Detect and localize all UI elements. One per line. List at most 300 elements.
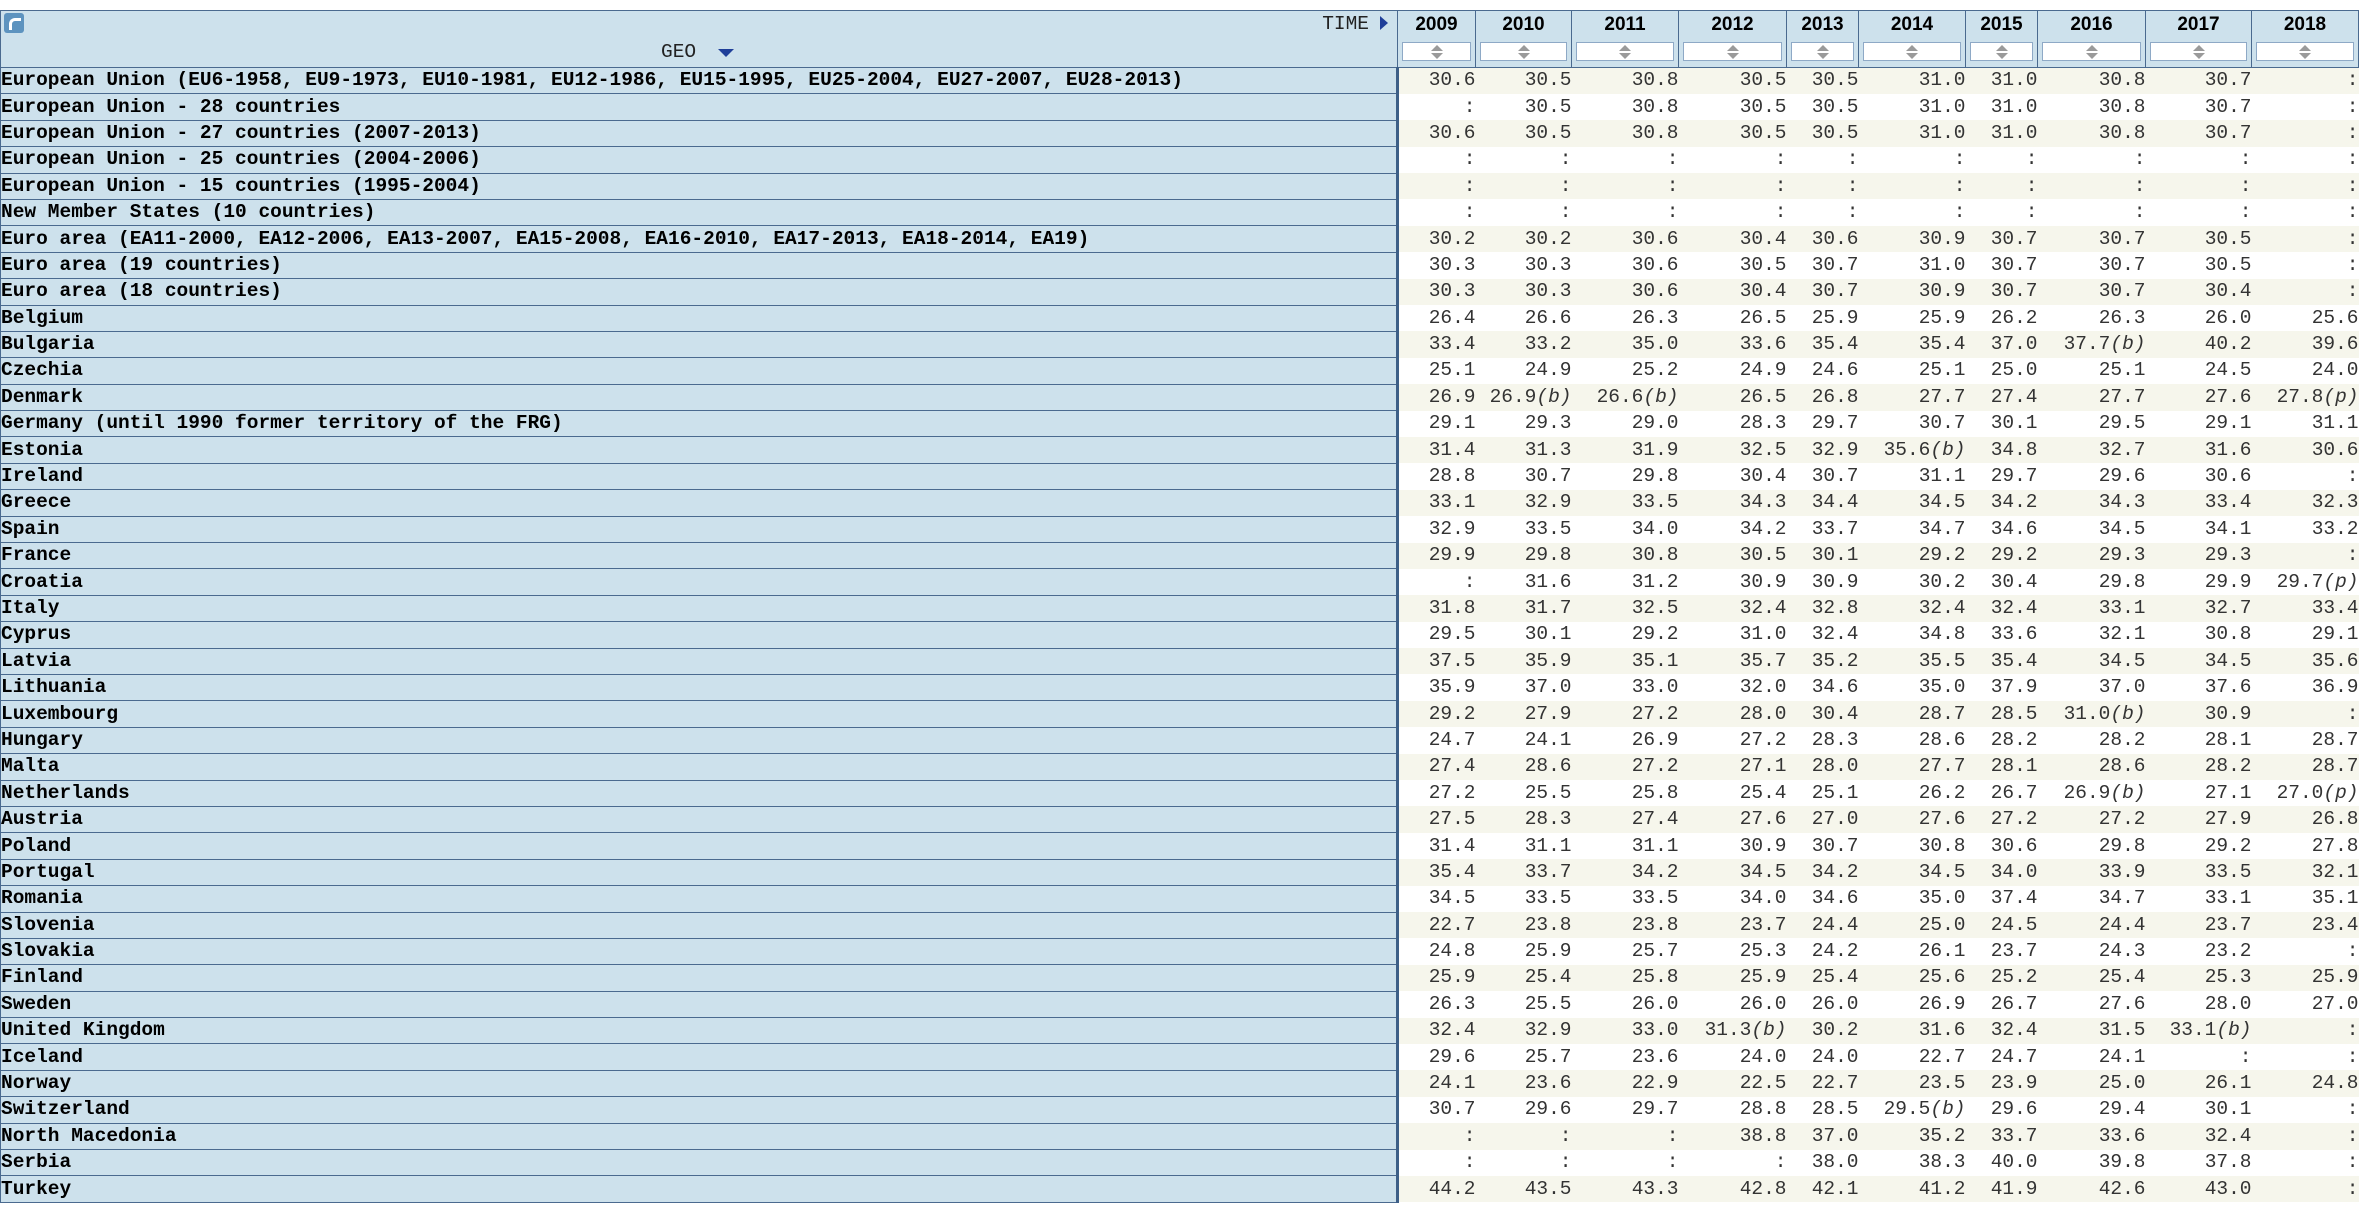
value-flag: (p)	[2323, 570, 2359, 593]
value-cell: 34.0	[1966, 859, 2038, 885]
value-cell: 29.8	[2038, 833, 2146, 859]
value-cell: 32.5	[1679, 437, 1787, 463]
table-row	[1, 1097, 2359, 1123]
value-cell: 33.7	[1787, 516, 1859, 542]
value-cell: 30.7	[1966, 226, 2038, 252]
geo-label-cell[interactable]: Austria	[1, 806, 1398, 832]
value-cell: 22.7	[1859, 1044, 1966, 1070]
value-cell: 44.2	[1398, 1176, 1476, 1202]
table-row	[1, 1176, 2359, 1202]
value-cell: 28.7	[1859, 701, 1966, 727]
value-cell: 26.9	[1398, 384, 1476, 410]
value-cell: 31.4	[1398, 437, 1476, 463]
table-row	[1, 120, 2359, 146]
value-cell: 30.8	[1859, 833, 1966, 859]
value-cell: 39.6	[2252, 331, 2359, 357]
geo-label-cell[interactable]: Ireland	[1, 463, 1398, 489]
value-cell: 29.8	[2038, 569, 2146, 595]
value-cell: 24.7	[1398, 727, 1476, 753]
triangle-down-icon[interactable]	[718, 49, 734, 57]
value-cell: 23.4	[2252, 912, 2359, 938]
geo-label-cell[interactable]: Malta	[1, 754, 1398, 780]
value-cell: :	[2252, 701, 2359, 727]
value-cell: 28.8	[1398, 463, 1476, 489]
geo-label-cell[interactable]: Denmark	[1, 384, 1398, 410]
value-cell: 33.5	[1476, 516, 1572, 542]
value-cell: 28.0	[1787, 754, 1859, 780]
table-row	[1, 674, 2359, 700]
value-cell: 26.1	[1859, 938, 1966, 964]
value-cell: :	[2252, 543, 2359, 569]
table-row	[1, 490, 2359, 516]
table-row	[1, 279, 2359, 305]
sort-updown-icon[interactable]	[1402, 42, 1471, 61]
value-cell: 37.5	[1398, 648, 1476, 674]
value-cell: 27.0(p)	[2252, 780, 2359, 806]
value-cell: 33.2	[1476, 331, 1572, 357]
value-cell: 30.7	[1859, 411, 1966, 437]
value-cell: 24.2	[1787, 938, 1859, 964]
value-cell: 30.8	[1572, 543, 1679, 569]
value-cell: 26.1	[2146, 1070, 2252, 1096]
value-cell: 33.1(b)	[2146, 1018, 2252, 1044]
value-cell: 24.1	[1398, 1070, 1476, 1096]
value-cell: 32.7	[2146, 595, 2252, 621]
geo-label-cell[interactable]: Portugal	[1, 859, 1398, 885]
value-cell: 31.0	[1966, 120, 2038, 146]
value-cell: :	[2252, 94, 2359, 120]
value-cell: :	[2252, 120, 2359, 146]
value-cell: 31.0	[1679, 622, 1787, 648]
value-cell: 35.2	[1787, 648, 1859, 674]
value-cell: 28.7	[2252, 727, 2359, 753]
value-cell: 33.7	[1966, 1123, 2038, 1149]
value-cell: 30.4	[1787, 701, 1859, 727]
table-row	[1, 833, 2359, 859]
sort-cell	[1679, 38, 1787, 68]
value-cell: 29.6	[1398, 1044, 1476, 1070]
geo-label-cell[interactable]: Lithuania	[1, 674, 1398, 700]
geo-label-cell[interactable]: North Macedonia	[1, 1123, 1398, 1149]
value-cell: 30.9	[1679, 569, 1787, 595]
geo-label-cell[interactable]: Finland	[1, 965, 1398, 991]
value-cell: 43.5	[1476, 1176, 1572, 1202]
value-cell: 27.4	[1572, 806, 1679, 832]
value-cell: 24.0	[1679, 1044, 1787, 1070]
value-cell: :	[1966, 173, 2038, 199]
geo-label-cell[interactable]: Euro area (EA11-2000, EA12-2006, EA13-2007, EA15-2008, EA16-2010, EA17-2013, EA18-2014, EA19)	[1, 226, 1398, 252]
value-flag: (b)	[2110, 333, 2146, 356]
value-cell: :	[1679, 173, 1787, 199]
value-cell: 30.6	[1572, 279, 1679, 305]
value-cell: 27.2	[1398, 780, 1476, 806]
value-cell: 30.7	[2038, 226, 2146, 252]
geo-label-cell[interactable]: Euro area (18 countries)	[1, 279, 1398, 305]
value-cell: 31.0	[1859, 120, 1966, 146]
value-cell: 29.8	[1572, 463, 1679, 489]
value-cell: 30.9	[2146, 701, 2252, 727]
value-cell: 34.8	[1966, 437, 2038, 463]
table-row	[1, 463, 2359, 489]
value-cell: 32.5	[1572, 595, 1679, 621]
value-cell: 31.9	[1572, 437, 1679, 463]
value-cell: 34.3	[1679, 490, 1787, 516]
value-cell: 30.5	[2146, 252, 2252, 278]
value-cell: 23.7	[2146, 912, 2252, 938]
table-row	[1, 886, 2359, 912]
value-cell: 26.3	[1398, 991, 1476, 1017]
geo-label-cell[interactable]: Euro area (19 countries)	[1, 252, 1398, 278]
value-cell: 26.8	[1787, 384, 1859, 410]
value-cell: 33.7	[1476, 859, 1572, 885]
sort-cell	[2252, 38, 2359, 68]
value-cell: 26.2	[1859, 780, 1966, 806]
value-cell: 28.5	[1787, 1097, 1859, 1123]
value-cell: 25.9	[1787, 305, 1859, 331]
triangle-right-icon[interactable]	[1380, 16, 1388, 30]
value-cell: 33.5	[2146, 859, 2252, 885]
sort-updown-icon[interactable]	[2256, 42, 2354, 61]
value-cell: 24.3	[2038, 938, 2146, 964]
value-cell: 24.9	[1476, 358, 1572, 384]
table-icon[interactable]	[4, 13, 24, 33]
geo-label-cell[interactable]: United Kingdom	[1, 1018, 1398, 1044]
value-cell: 34.8	[1859, 622, 1966, 648]
value-cell: 32.4	[1966, 595, 2038, 621]
value-cell: 34.7	[2038, 886, 2146, 912]
value-cell: 33.4	[2146, 490, 2252, 516]
value-cell: 33.1	[2038, 595, 2146, 621]
geo-label-cell[interactable]: Slovakia	[1, 938, 1398, 964]
value-cell: :	[1966, 199, 2038, 225]
value-cell: :	[2252, 68, 2359, 94]
geo-label-cell[interactable]: Iceland	[1, 1044, 1398, 1070]
value-cell: 31.1	[1476, 833, 1572, 859]
value-cell: 30.8	[1572, 120, 1679, 146]
value-cell: 32.4	[1787, 622, 1859, 648]
value-cell: 39.8	[2038, 1150, 2146, 1176]
value-cell: 22.9	[1572, 1070, 1679, 1096]
sort-cell	[1476, 38, 1572, 68]
value-cell: 30.9	[1679, 833, 1787, 859]
value-cell: 31.4	[1398, 833, 1476, 859]
value-cell: 23.2	[2146, 938, 2252, 964]
value-cell: 25.0	[2038, 1070, 2146, 1096]
table-row	[1, 965, 2359, 991]
value-cell: :	[2038, 199, 2146, 225]
value-cell: 27.7	[2038, 384, 2146, 410]
geo-label-cell[interactable]: France	[1, 543, 1398, 569]
value-cell: 30.7	[2038, 252, 2146, 278]
geo-label-cell[interactable]: Sweden	[1, 991, 1398, 1017]
value-cell: 30.2	[1476, 226, 1572, 252]
value-cell: 29.5	[1398, 622, 1476, 648]
value-cell: 25.0	[1966, 358, 2038, 384]
value-cell: 31.0(b)	[2038, 701, 2146, 727]
geo-label-cell[interactable]: Netherlands	[1, 780, 1398, 806]
value-cell: 31.1	[1859, 463, 1966, 489]
value-cell: 29.4	[2038, 1097, 2146, 1123]
value-cell: 33.5	[1572, 886, 1679, 912]
geo-label-cell[interactable]: Romania	[1, 886, 1398, 912]
value-cell: :	[2252, 252, 2359, 278]
geo-label-cell[interactable]: Luxembourg	[1, 701, 1398, 727]
value-cell: 24.5	[1966, 912, 2038, 938]
geo-label-cell[interactable]: Greece	[1, 490, 1398, 516]
value-cell: 25.9	[1679, 965, 1787, 991]
geo-label-cell[interactable]: Serbia	[1, 1150, 1398, 1176]
value-cell: 30.7	[1787, 463, 1859, 489]
value-cell: 24.1	[1476, 727, 1572, 753]
value-cell: 26.4	[1398, 305, 1476, 331]
geo-label-cell[interactable]: European Union - 25 countries (2004-2006)	[1, 147, 1398, 173]
table-row	[1, 727, 2359, 753]
value-cell: 25.4	[1679, 780, 1787, 806]
value-cell: 30.5	[1679, 94, 1787, 120]
value-cell: 30.2	[1398, 226, 1476, 252]
value-cell: 32.4	[1859, 595, 1966, 621]
value-cell: 27.7	[1859, 754, 1966, 780]
value-cell: 31.3	[1476, 437, 1572, 463]
value-cell: 29.0	[1572, 411, 1679, 437]
value-cell: 25.9	[1859, 305, 1966, 331]
geo-label-cell[interactable]: Estonia	[1, 437, 1398, 463]
table-row	[1, 1044, 2359, 1070]
value-cell: 29.6	[1966, 1097, 2038, 1123]
value-cell: 35.6(b)	[1859, 437, 1966, 463]
table-row	[1, 331, 2359, 357]
value-cell: 30.7	[1966, 252, 2038, 278]
value-cell: 37.9	[1966, 674, 2038, 700]
value-cell: :	[1679, 1150, 1787, 1176]
value-cell: :	[2252, 173, 2359, 199]
value-cell: :	[1572, 173, 1679, 199]
value-cell: 29.6	[1476, 1097, 1572, 1123]
value-cell: 34.5	[2038, 648, 2146, 674]
value-cell: 33.5	[1572, 490, 1679, 516]
geo-label-cell[interactable]: Latvia	[1, 648, 1398, 674]
value-cell: 30.5	[1679, 120, 1787, 146]
value-cell: 27.7	[1859, 384, 1966, 410]
value-cell: 42.6	[2038, 1176, 2146, 1202]
value-cell: 25.5	[1476, 991, 1572, 1017]
value-cell: 24.1	[2038, 1044, 2146, 1070]
value-cell: 27.4	[1966, 384, 2038, 410]
value-cell: 30.3	[1476, 252, 1572, 278]
value-cell: 30.9	[1859, 226, 1966, 252]
value-cell: 28.3	[1476, 806, 1572, 832]
value-cell: 32.1	[2038, 622, 2146, 648]
value-cell: 31.7	[1476, 595, 1572, 621]
value-cell: 25.7	[1572, 938, 1679, 964]
value-cell: 34.2	[1787, 859, 1859, 885]
sort-cell	[1966, 38, 2038, 68]
value-cell: 25.6	[1859, 965, 1966, 991]
geo-label-cell[interactable]: Spain	[1, 516, 1398, 542]
table-row	[1, 1150, 2359, 1176]
value-cell: 22.5	[1679, 1070, 1787, 1096]
table-row	[1, 358, 2359, 384]
value-cell: 31.8	[1398, 595, 1476, 621]
value-flag: (b)	[2110, 702, 2146, 725]
year-header: 2016	[2038, 11, 2146, 38]
sort-updown-icon[interactable]	[1970, 42, 2033, 61]
value-cell: 41.2	[1859, 1176, 1966, 1202]
geo-label-cell[interactable]: Slovenia	[1, 912, 1398, 938]
value-cell: 40.2	[2146, 331, 2252, 357]
value-cell: 29.2	[1398, 701, 1476, 727]
value-cell: 24.5	[2146, 358, 2252, 384]
value-cell: 30.6	[1966, 833, 2038, 859]
value-cell: 30.6	[1572, 252, 1679, 278]
value-cell: 25.3	[1679, 938, 1787, 964]
value-cell: 31.6	[2146, 437, 2252, 463]
value-cell: 30.4	[1679, 463, 1787, 489]
value-cell: :	[1398, 1150, 1476, 1176]
value-cell: 30.6	[2146, 463, 2252, 489]
value-cell: 27.4	[1398, 754, 1476, 780]
sort-updown-icon[interactable]	[1683, 42, 1782, 61]
sort-cell	[2038, 38, 2146, 68]
value-cell: 30.8	[2038, 120, 2146, 146]
value-cell: 32.9	[1398, 516, 1476, 542]
value-cell: 25.4	[2038, 965, 2146, 991]
value-flag: (b)	[1751, 1019, 1787, 1042]
table-row	[1, 938, 2359, 964]
value-cell: 29.2	[1572, 622, 1679, 648]
geo-label-cell[interactable]: European Union (EU6-1958, EU9-1973, EU10-1981, EU12-1986, EU15-1995, EU25-2004, EU27-2007, EU28-2013)	[1, 68, 1398, 94]
geo-label-cell[interactable]: Turkey	[1, 1176, 1398, 1202]
value-cell: 29.7(p)	[2252, 569, 2359, 595]
value-cell: 34.5	[1679, 859, 1787, 885]
value-cell: 32.3	[2252, 490, 2359, 516]
value-cell: 32.4	[1679, 595, 1787, 621]
value-cell: :	[2252, 1044, 2359, 1070]
value-cell: :	[1398, 569, 1476, 595]
value-cell: 35.6	[2252, 648, 2359, 674]
sort-updown-icon[interactable]	[1791, 42, 1854, 61]
value-cell: 33.1	[2146, 886, 2252, 912]
sort-updown-icon[interactable]	[1863, 42, 1961, 61]
value-cell: 27.8(p)	[2252, 384, 2359, 410]
value-cell: 27.2	[2038, 806, 2146, 832]
value-cell: 25.5	[1476, 780, 1572, 806]
table-row	[1, 199, 2359, 225]
value-cell: 35.9	[1398, 674, 1476, 700]
geo-label-cell[interactable]: Germany (until 1990 former territory of the FRG)	[1, 411, 1398, 437]
geo-label-cell[interactable]: Norway	[1, 1070, 1398, 1096]
value-cell: 25.0	[1859, 912, 1966, 938]
value-cell: 38.0	[1787, 1150, 1859, 1176]
value-cell: 29.5	[2038, 411, 2146, 437]
value-cell: 30.1	[1966, 411, 2038, 437]
value-cell: 30.7	[1787, 279, 1859, 305]
value-cell: 33.5	[1476, 886, 1572, 912]
geo-label-cell[interactable]: European Union - 15 countries (1995-2004)	[1, 173, 1398, 199]
value-cell: 26.7	[1966, 991, 2038, 1017]
value-cell: :	[2146, 173, 2252, 199]
geo-label-cell[interactable]: Poland	[1, 833, 1398, 859]
geo-label-cell[interactable]: Cyprus	[1, 622, 1398, 648]
table-row	[1, 305, 2359, 331]
sort-updown-icon[interactable]	[2042, 42, 2141, 61]
value-cell: 30.1	[1476, 622, 1572, 648]
value-cell: :	[2252, 1123, 2359, 1149]
value-cell: 27.1	[2146, 780, 2252, 806]
value-cell: 30.7	[1966, 279, 2038, 305]
sort-updown-icon[interactable]	[1576, 42, 1674, 61]
value-cell: 26.9	[1859, 991, 1966, 1017]
sort-updown-icon[interactable]	[2150, 42, 2247, 61]
value-cell: 26.9	[1572, 727, 1679, 753]
value-cell: 30.2	[1859, 569, 1966, 595]
value-cell: 28.2	[2038, 727, 2146, 753]
geo-label-cell[interactable]: Italy	[1, 595, 1398, 621]
value-cell: :	[1787, 173, 1859, 199]
value-cell: 30.6	[1572, 226, 1679, 252]
value-cell: 33.4	[1398, 331, 1476, 357]
value-cell: 25.8	[1572, 780, 1679, 806]
value-cell: 34.7	[1859, 516, 1966, 542]
value-cell: 27.2	[1572, 754, 1679, 780]
geo-label-cell[interactable]: European Union - 27 countries (2007-2013)	[1, 120, 1398, 146]
value-cell: 27.9	[1476, 701, 1572, 727]
geo-label-cell[interactable]: Czechia	[1, 358, 1398, 384]
value-cell: 32.4	[1966, 1018, 2038, 1044]
value-cell: 30.7	[2146, 94, 2252, 120]
value-cell: 33.9	[2038, 859, 2146, 885]
year-header: 2018	[2252, 11, 2359, 38]
value-cell: 24.8	[2252, 1070, 2359, 1096]
value-cell: 29.9	[2146, 569, 2252, 595]
year-header: 2011	[1572, 11, 1679, 38]
value-cell: :	[2038, 147, 2146, 173]
value-cell: 30.9	[1859, 279, 1966, 305]
value-cell: 26.6(b)	[1572, 384, 1679, 410]
value-cell: :	[2252, 279, 2359, 305]
value-cell: 30.3	[1476, 279, 1572, 305]
geo-label-cell[interactable]: European Union - 28 countries	[1, 94, 1398, 120]
value-cell: 37.0	[1787, 1123, 1859, 1149]
sort-updown-icon[interactable]	[1480, 42, 1567, 61]
value-cell: 38.8	[1679, 1123, 1787, 1149]
value-cell: 35.1	[2252, 886, 2359, 912]
geo-label-cell[interactable]: Switzerland	[1, 1097, 1398, 1123]
geo-label-cell[interactable]: New Member States (10 countries)	[1, 199, 1398, 225]
value-cell: 34.6	[1787, 674, 1859, 700]
table-row	[1, 595, 2359, 621]
value-cell: 29.3	[2038, 543, 2146, 569]
value-cell: 23.9	[1966, 1070, 2038, 1096]
value-cell: 25.4	[1787, 965, 1859, 991]
value-cell: 28.6	[1476, 754, 1572, 780]
geo-label-cell[interactable]: Croatia	[1, 569, 1398, 595]
value-cell: 30.7	[1398, 1097, 1476, 1123]
year-header: 2013	[1787, 11, 1859, 38]
geo-label-cell[interactable]: Belgium	[1, 305, 1398, 331]
value-cell: 26.9(b)	[1476, 384, 1572, 410]
value-cell: 30.4	[2146, 279, 2252, 305]
value-cell: 29.7	[1966, 463, 2038, 489]
value-cell: 27.2	[1679, 727, 1787, 753]
geo-label-cell[interactable]: Hungary	[1, 727, 1398, 753]
value-cell: 22.7	[1398, 912, 1476, 938]
value-cell: 28.5	[1966, 701, 2038, 727]
value-cell: 29.9	[1398, 543, 1476, 569]
geo-label-cell[interactable]: Bulgaria	[1, 331, 1398, 357]
value-cell: 30.7	[2038, 279, 2146, 305]
value-cell: :	[1572, 1150, 1679, 1176]
